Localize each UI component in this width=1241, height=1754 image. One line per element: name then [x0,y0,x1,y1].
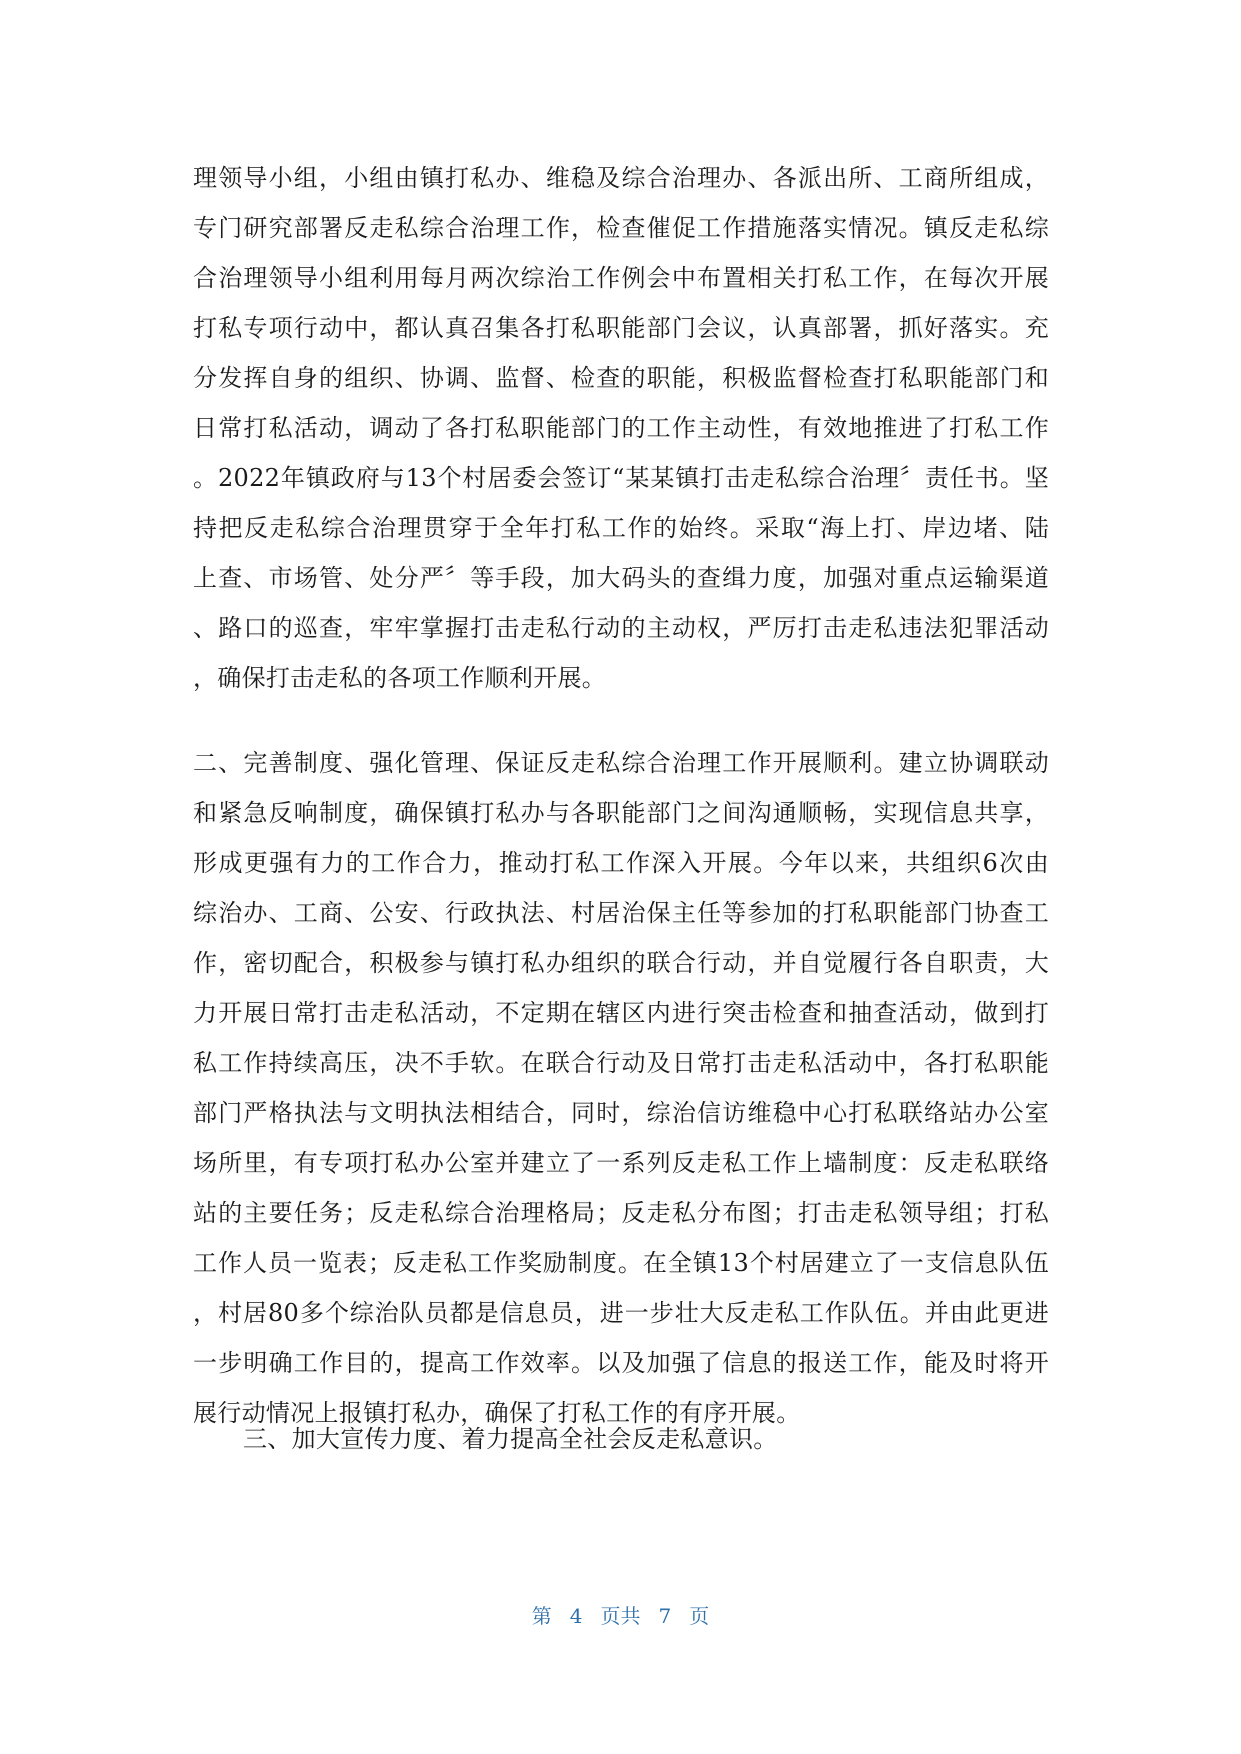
text-line: 展行动情况上报镇打私办，确保了打私工作的有序开展。 [193,1399,801,1427]
text-line: 理领导小组，小组由镇打私办、维稳及综合治理办、各派出所、工商所组成， [193,164,1049,192]
paragraph-1 [193,153,1049,703]
text-line: 、路口的巡查，牢牢掌握打击走私行动的主动权，严厉打击走私违法犯罪活动 [193,614,1049,642]
text-line: ，村居80多个综治队员都是信息员，进一步壮大反走私工作队伍。并由此更进 [193,1299,1049,1327]
paragraph-2 [193,738,1049,1438]
text-line: 私工作持续高压，决不手软。在联合行动及日常打击走私活动中，各打私职能 [193,1049,1049,1077]
text-line: 作，密切配合，积极参与镇打私办组织的联合行动，并自觉履行各自职责，大 [193,949,1049,977]
text-line: 部门严格执法与文明执法相结合，同时，综治信访维稳中心打私联络站办公室 [193,1099,1049,1127]
text-line: 。2022年镇政府与13个村居委会签订“某某镇打击走私综合治理〞责任书。坚 [193,464,1049,492]
text-line: 站的主要任务；反走私综合治理格局；反走私分布图；打击走私领导组；打私 [193,1199,1049,1227]
text-line: 持把反走私综合治理贯穿于全年打私工作的始终。采取“海上打、岸边堵、陆 [193,514,1049,542]
text-line: 场所里，有专项打私办公室并建立了一系列反走私工作上墙制度：反走私联络 [193,1149,1049,1177]
text-line: 综治办、工商、公安、行政执法、村居治保主任等参加的打私职能部门协查工 [193,899,1049,927]
text-line: 一步明确工作目的，提高工作效率。以及加强了信息的报送工作，能及时将开 [193,1349,1049,1377]
section-heading: 三、加大宣传力度、着力提高全社会反走私意识。 [243,1425,778,1453]
text-line: 形成更强有力的工作合力，推动打私工作深入开展。今年以来，共组织6次由 [193,849,1049,877]
paragraph-3-heading [193,1414,1049,1464]
text-line: 分发挥自身的组织、协调、监督、检查的职能，积极监督检查打私职能部门和 [193,364,1049,392]
text-line: ，确保打击走私的各项工作顺利开展。 [193,664,607,692]
text-line: 日常打私活动，调动了各打私职能部门的工作主动性，有效地推进了打私工作 [193,414,1049,442]
text-line: 和紧急反响制度，确保镇打私办与各职能部门之间沟通顺畅，实现信息共享， [193,799,1049,827]
text-line: 力开展日常打击走私活动，不定期在辖区内进行突击检查和抽查活动，做到打 [193,999,1049,1027]
text-line: 合治理领导小组利用每月两次综治工作例会中布置相关打私工作，在每次开展 [193,264,1049,292]
current-page-number: 4 [569,1604,583,1628]
text-line: 上查、市场管、处分严〞等手段，加大码头的查缉力度，加强对重点运输渠道 [193,564,1049,592]
text-line: 专门研究部署反走私综合治理工作，检查催促工作措施落实情况。镇反走私综 [193,214,1049,242]
page-label-mid: 页共 [600,1604,641,1628]
text-line: 工作人员一览表；反走私工作奖励制度。在全镇13个村居建立了一支信息队伍 [193,1249,1049,1277]
page-footer [0,1600,1241,1629]
total-pages-number: 7 [658,1604,672,1628]
text-line: 二、完善制度、强化管理、保证反走私综合治理工作开展顺利。建立协调联动 [193,749,1049,777]
page-label-suffix: 页 [689,1604,710,1628]
page-label-prefix: 第 [531,1604,552,1628]
text-line: 打私专项行动中，都认真召集各打私职能部门会议，认真部署，抓好落实。充 [193,314,1049,342]
